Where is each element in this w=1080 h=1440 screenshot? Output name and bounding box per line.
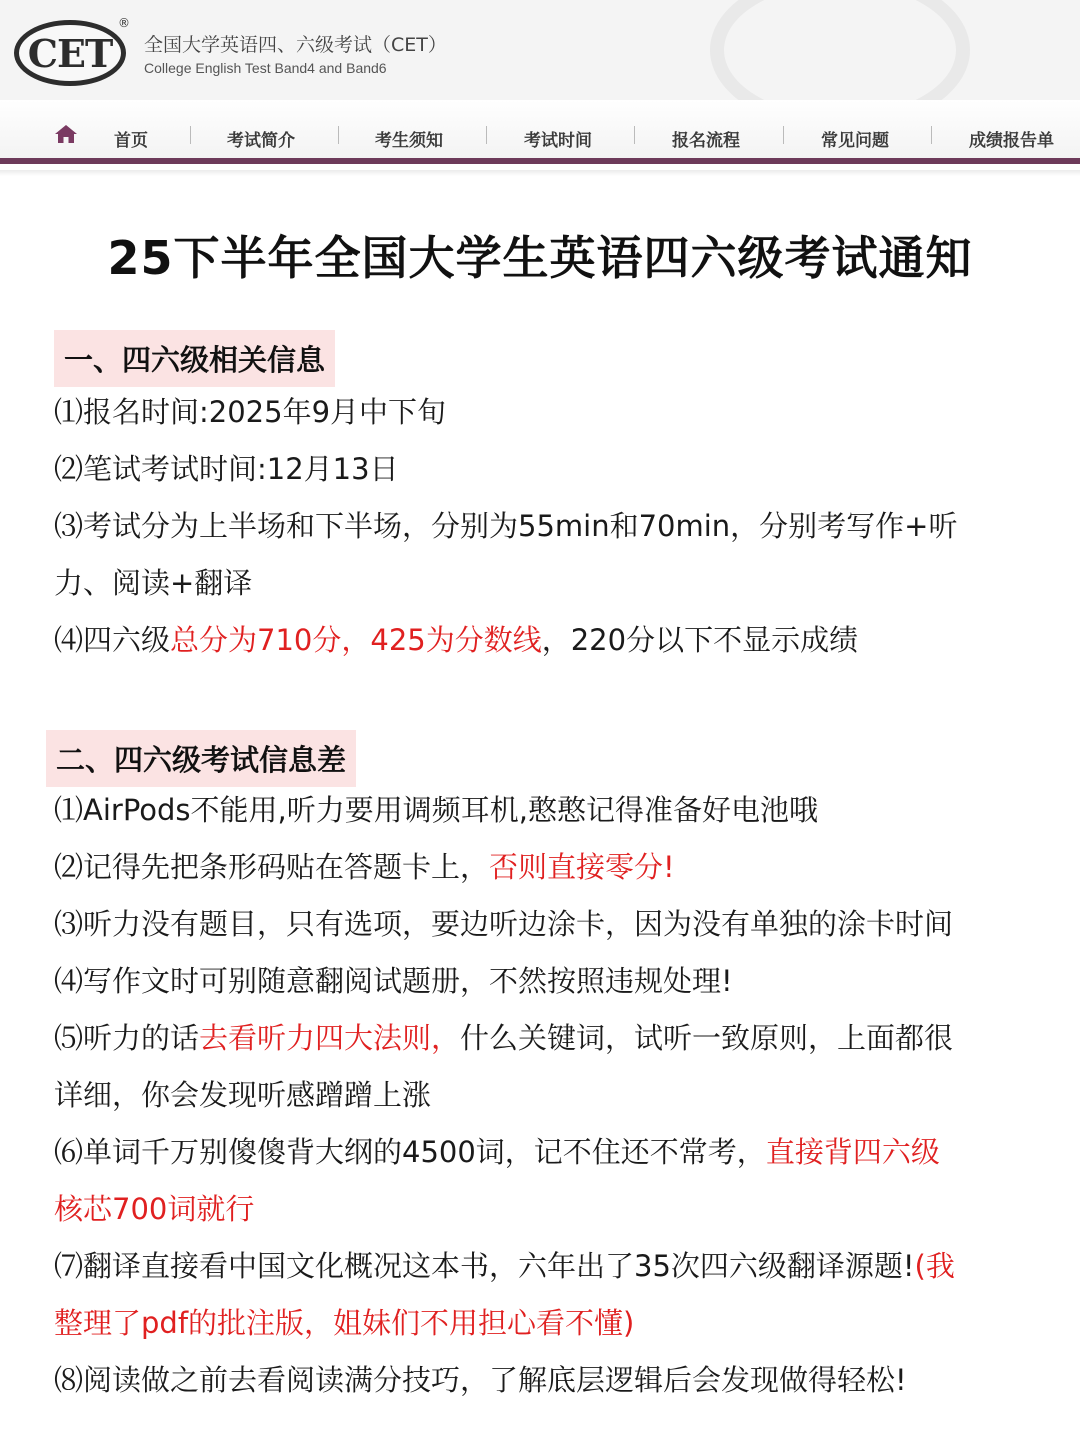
nav-item-notice[interactable]: 考生须知: [375, 131, 443, 151]
nav-divider: [634, 126, 635, 144]
home-icon[interactable]: [54, 124, 78, 144]
page-title: 25下半年全国大学生英语四六级考试通知: [107, 231, 973, 285]
tip-line-6-cont: 核芯700词就行: [54, 1192, 255, 1226]
section-heading-tips: 二、四六级考试信息差: [46, 730, 356, 787]
nav-item-schedule[interactable]: 考试时间: [524, 131, 592, 151]
tip-line-4: ⑷写作文时可别随意翻阅试题册，不然按照违规处理!: [54, 964, 733, 998]
tip-line-6-highlight: 直接背四六级: [765, 1135, 940, 1169]
tip-line-5-highlight: 去看听力四大法则，: [199, 1021, 461, 1055]
cet-logo[interactable]: [14, 20, 126, 86]
nav-item-home[interactable]: 首页: [114, 131, 148, 151]
tip-line-5-prefix: ⑸听力的话: [54, 1021, 200, 1055]
nav-divider: [486, 126, 487, 144]
nav-shadow: [0, 170, 1080, 176]
org-name-cn: 全国大学英语四、六级考试（CET）: [144, 34, 447, 56]
nav-divider: [338, 126, 339, 144]
tip-line-7-highlight: (我: [914, 1249, 955, 1283]
watermark-ring: [710, 0, 970, 100]
org-name-en: College English Test Band4 and Band6: [144, 60, 387, 76]
tip-line-5: [54, 1018, 953, 1058]
nav-divider: [931, 126, 932, 144]
nav-item-intro[interactable]: 考试简介: [227, 131, 295, 151]
tip-line-7-prefix: ⑺翻译直接看中国文化概况这本书，六年出了35次四六级翻译源题!: [54, 1249, 915, 1283]
tip-line-6: [54, 1132, 940, 1172]
tip-line-2-prefix: ⑵记得先把条形码贴在答题卡上，: [54, 850, 490, 884]
tip-line-8: ⑻阅读做之前去看阅读满分技巧，了解底层逻辑后会发现做得轻松!: [54, 1363, 907, 1397]
nav-divider: [190, 126, 191, 144]
logo-text: CET: [27, 30, 113, 76]
tip-line-5-cont: 详细，你会发现听感蹭蹭上涨: [54, 1078, 432, 1112]
tip-line-5-suffix: 什么关键词，试听一致原则，上面都很: [460, 1021, 954, 1055]
registered-mark: ®: [118, 16, 130, 30]
info-line-4-highlight: 总分为710分，425为分数线: [170, 623, 542, 657]
tip-line-2: [54, 847, 675, 887]
tip-line-1: ⑴AirPods不能用,听力要用调频耳机,憨憨记得准备好电池哦: [54, 793, 818, 827]
tip-line-7-cont: 整理了pdf的批注版，姐妹们不用担心看不懂): [54, 1306, 635, 1340]
main-nav: [0, 100, 1080, 164]
info-line-3-cont: 力、阅读+翻译: [54, 566, 253, 600]
info-line-4-prefix: ⑷四六级: [54, 623, 171, 657]
info-line-4: [54, 620, 858, 660]
info-line-4-suffix: ，220分以下不显示成绩: [541, 623, 859, 657]
tip-line-3: ⑶听力没有题目，只有选项，要边听边涂卡，因为没有单独的涂卡时间: [54, 907, 954, 941]
nav-item-faq[interactable]: 常见问题: [821, 131, 889, 151]
nav-divider: [783, 126, 784, 144]
section-heading-info: 一、四六级相关信息: [54, 330, 335, 387]
info-line-1: ⑴报名时间:2025年9月中下旬: [54, 395, 447, 429]
nav-item-score-report[interactable]: 成绩报告单: [969, 131, 1054, 151]
info-line-3: ⑶考试分为上半场和下半场，分别为55min和70min，分别考写作+听: [54, 509, 958, 543]
site-header: [0, 0, 1080, 100]
tip-line-6-prefix: ⑹单词千万别傻傻背大纲的4500词，记不住还不常考，: [54, 1135, 766, 1169]
nav-item-registration[interactable]: 报名流程: [672, 131, 740, 151]
tip-line-7: [54, 1246, 955, 1286]
info-line-2: ⑵笔试考试时间:12月13日: [54, 452, 399, 486]
tip-line-2-highlight: 否则直接零分!: [489, 850, 675, 884]
